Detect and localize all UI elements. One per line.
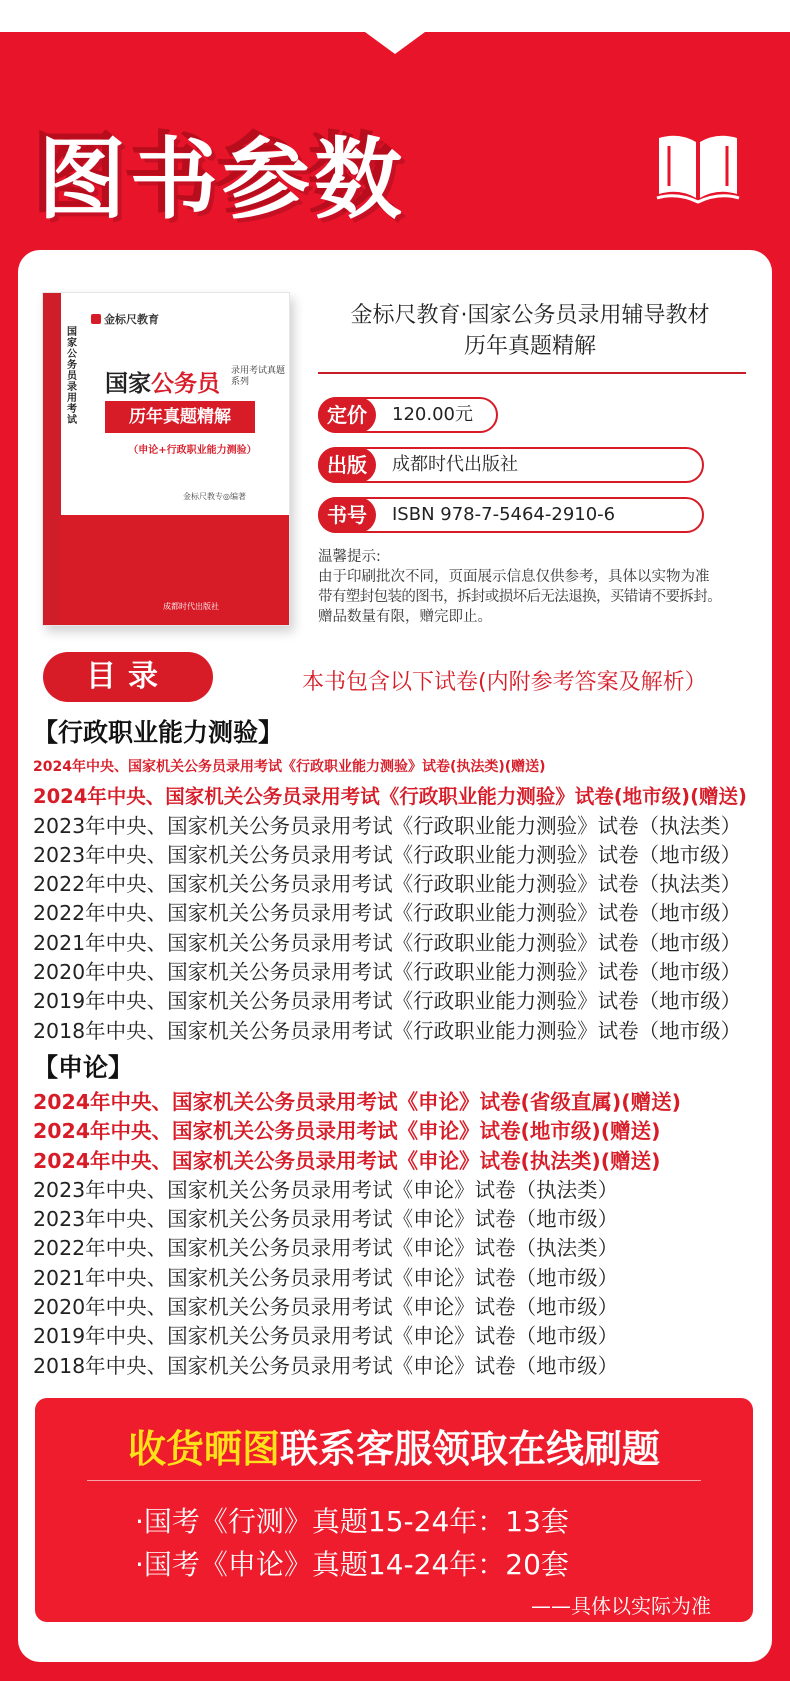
cover-brand bbox=[91, 311, 159, 327]
list-item: 2024年中央、国家机关公务员录用考试《申论》试卷(执法类)(赠送) bbox=[33, 1148, 661, 1173]
isbn-pill bbox=[318, 497, 704, 533]
cover-title-accent: 公务员 bbox=[151, 371, 220, 397]
price-pill bbox=[318, 397, 498, 433]
list-item: 2022年中央、国家机关公务员录用考试《申论》试卷（执法类） bbox=[33, 1236, 619, 1261]
xingce-list bbox=[33, 753, 747, 1046]
open-book-icon bbox=[655, 128, 741, 204]
top-notch bbox=[365, 32, 425, 54]
page-title: 图书参数 bbox=[38, 128, 407, 231]
promo-line: ·国考《行测》真题15-24年：13套 bbox=[135, 1505, 569, 1538]
list-item: 2024年中央、国家机关公务员录用考试《行政职业能力测验》试卷(地市级)(赠送) bbox=[33, 785, 747, 809]
toc-note: 本书包含以下试卷(内附参考答案及解析） bbox=[302, 670, 707, 695]
list-item: 2023年中央、国家机关公务员录用考试《行政职业能力测验》试卷（执法类） bbox=[33, 813, 742, 838]
cover-vertical-text: 国家公务员录用考试 bbox=[67, 327, 77, 426]
brand-logo-icon bbox=[91, 314, 101, 324]
promo-headline-rest: 联系客服领取在线刷题 bbox=[280, 1427, 661, 1471]
shenlun-list bbox=[33, 1088, 681, 1381]
notice-text bbox=[318, 547, 768, 627]
list-item: 2020年中央、国家机关公务员录用考试《行政职业能力测验》试卷（地市级） bbox=[33, 960, 742, 985]
list-item: 2024年中央、国家机关公务员录用考试《申论》试卷(省级直属)(赠送) bbox=[33, 1090, 682, 1114]
cover-brand-text: 金标尺教育 bbox=[104, 313, 159, 326]
promo-divider bbox=[87, 1480, 701, 1481]
cover-title bbox=[105, 365, 220, 398]
cover-series: 录用考试真题系列 bbox=[231, 366, 286, 387]
notice-line: 赠品数量有限，赠完即止。 bbox=[318, 609, 492, 625]
list-item: 2018年中央、国家机关公务员录用考试《申论》试卷（地市级） bbox=[33, 1353, 619, 1378]
list-item: 2019年中央、国家机关公务员录用考试《申论》试卷（地市级） bbox=[33, 1324, 619, 1349]
publisher-pill bbox=[318, 447, 704, 483]
list-item: 2022年中央、国家机关公务员录用考试《行政职业能力测验》试卷（执法类） bbox=[33, 872, 742, 897]
promo-footer: ——具体以实际为准 bbox=[531, 1594, 711, 1618]
cover-title-plain: 国家 bbox=[105, 371, 151, 397]
cover-spine bbox=[43, 293, 61, 625]
section-title: 【申论】 bbox=[33, 1053, 134, 1082]
list-item: 2023年中央、国家机关公务员录用考试《申论》试卷（执法类） bbox=[33, 1177, 619, 1202]
list-item: 2024年中央、国家机关公务员录用考试《行政职业能力测验》试卷(执法类)(赠送) bbox=[33, 759, 546, 775]
cover-subtitle: （申论+行政职业能力测验） bbox=[128, 445, 257, 456]
notice-line: 由于印刷批次不同，页面展示信息仅供参考，具体以实物为准 bbox=[318, 569, 710, 585]
notice-line: 温馨提示: bbox=[318, 549, 381, 565]
list-item: 2022年中央、国家机关公务员录用考试《行政职业能力测验》试卷（地市级） bbox=[33, 901, 742, 926]
cover-band: 历年真题精解 bbox=[105, 401, 255, 433]
isbn-value: ISBN 978-7-5464-2910-6 bbox=[392, 504, 616, 525]
list-item: 2019年中央、国家机关公务员录用考试《行政职业能力测验》试卷（地市级） bbox=[33, 989, 742, 1014]
book-info-title-line2: 历年真题精解 bbox=[463, 334, 596, 359]
list-item: 2021年中央、国家机关公务员录用考试《申论》试卷（地市级） bbox=[33, 1265, 619, 1290]
promo-line: ·国考《申论》真题14-24年：20套 bbox=[135, 1548, 569, 1581]
toc-badge: 目录 bbox=[43, 652, 213, 702]
book-cover-image bbox=[42, 292, 290, 626]
publisher-label: 出版 bbox=[318, 447, 376, 483]
list-item: 2023年中央、国家机关公务员录用考试《行政职业能力测验》试卷（地市级） bbox=[33, 842, 742, 867]
book-info-title-line1: 金标尺教育·国家公务员录用辅导教材 bbox=[350, 303, 710, 328]
top-strip bbox=[0, 0, 790, 32]
promo-headline-highlight: 收货晒图 bbox=[127, 1427, 280, 1471]
list-item: 2024年中央、国家机关公务员录用考试《申论》试卷(地市级)(赠送) bbox=[33, 1119, 661, 1144]
book-info-title bbox=[310, 300, 750, 362]
cover-author: 金标尺教专◎编著 bbox=[183, 492, 246, 501]
list-item: 2023年中央、国家机关公务员录用考试《申论》试卷（地市级） bbox=[33, 1207, 619, 1232]
price-value: 120.00元 bbox=[392, 404, 473, 425]
info-divider bbox=[318, 372, 746, 374]
promo-headline bbox=[35, 1418, 753, 1473]
list-item: 2021年中央、国家机关公务员录用考试《行政职业能力测验》试卷（地市级） bbox=[33, 930, 742, 955]
cover-publisher: 成都时代出版社 bbox=[163, 602, 219, 611]
notice-line: 带有塑封包装的图书，拆封或损坏后无法退换，买错请不要拆封。 bbox=[318, 589, 722, 605]
list-item: 2020年中央、国家机关公务员录用考试《申论》试卷（地市级） bbox=[33, 1295, 619, 1320]
publisher-value: 成都时代出版社 bbox=[392, 454, 518, 475]
isbn-label: 书号 bbox=[318, 497, 376, 533]
promo-box bbox=[35, 1398, 753, 1622]
section-title: 【行政职业能力测验】 bbox=[33, 718, 284, 747]
price-label: 定价 bbox=[318, 397, 376, 433]
list-item: 2018年中央、国家机关公务员录用考试《行政职业能力测验》试卷（地市级） bbox=[33, 1018, 742, 1043]
cover-stars: ★★★★★★★★★ bbox=[69, 507, 260, 516]
